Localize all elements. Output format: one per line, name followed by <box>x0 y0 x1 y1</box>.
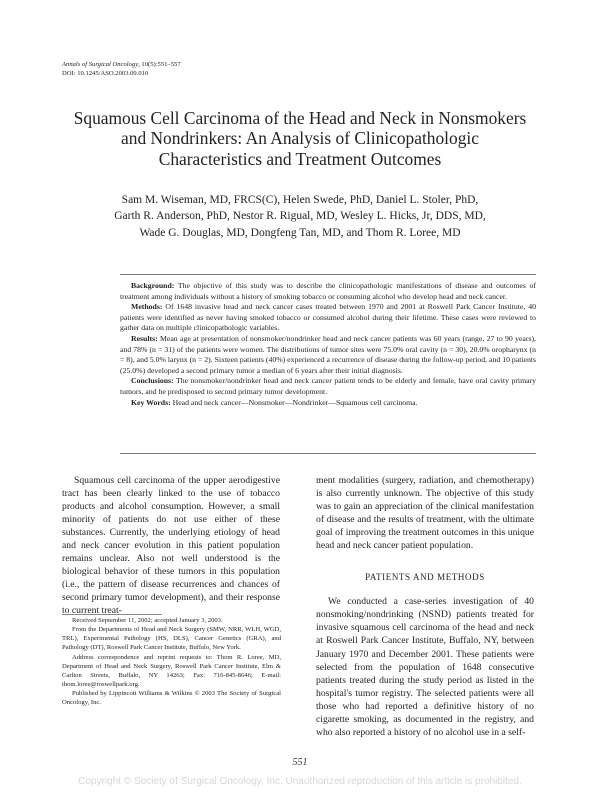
abstract-keywords <box>120 398 536 409</box>
intro-paragraph: Squamous cell carcinoma of the upper aerodigestive tract has been clearly linked to the use of tobacco products and alcohol consumption. However, a small minority of patients do not use either of these substances. Currently, the underlying etiology of head and neck cancer evolution in this patient population remains unclear. Also not well understood is the biological behavior of these tumors in this population (i.e., the pattern of disease recurrences and chances of second primary tumor development), and their response to current treat- <box>62 475 280 617</box>
abstract-conclusions-text: The nonsmoker/nondrinker head and neck cancer patient tends to be elderly and female, have oral cavity primary tumors, and be predisposed to second primary tumor development. <box>120 376 536 396</box>
footnote-correspondence: Address correspondence and reprint requests to: Thom R. Loree, MD, Department of Head and Neck Surgery, Roswell Park Cancer Institute, Elm & Carlton Streets, Buffalo, NY 14263; Fax: 716-845-8646; E-mail: thom.loree@roswellpark.org. <box>62 653 281 689</box>
abstract-conclusions-label: Conclusions: <box>131 376 174 386</box>
abstract-background <box>120 281 536 302</box>
left-column <box>62 474 280 618</box>
right-column <box>316 474 534 739</box>
abstract-methods-label: Methods: <box>131 302 163 312</box>
footnote-publisher: Published by Lippincott Williams & Wilkins © 2003 The Society of Surgical Oncology, Inc. <box>62 690 281 707</box>
abstract-background-label: Background: <box>131 281 175 290</box>
footnote-received: Received September 11, 2002; accepted January 3, 2003. <box>72 617 223 624</box>
abstract-results-label: Results: <box>131 333 158 343</box>
footnotes <box>62 616 281 708</box>
abstract-methods <box>120 302 536 334</box>
abstract-results <box>120 334 536 376</box>
journal-name: Annals of Surgical Oncology <box>62 61 139 68</box>
copyright-watermark: Copyright © Society of Surgical Oncology, Inc. Unauthorized reproduction of this article is prohibited. <box>78 776 522 787</box>
footnote-affiliations: From the Departments of Head and Neck Surgery (SMW, NRR, WLH, WGD, TRL), Experimental Pathology (HS, DLS), Cancer Genetics (GRA), and Pathology (DT), Roswell Park Cancer Institute, Buffalo, New York. <box>62 626 281 652</box>
abstract-methods-text: Of 1648 invasive head and neck cancer cases treated between 1970 and 2001 at Roswell Park Cancer Institute, 40 patients were identified as never having smoked tobacco or consumed alcohol during their lifetime. These cases were reviewed to gather data on multiple clinicopathologic variables. <box>120 302 536 333</box>
journal-citation <box>62 60 542 79</box>
author-list <box>90 192 510 241</box>
abstract-keywords-text: Head and neck cancer—Nonsmoker—Nondrinker—Squamous cell carcinoma. <box>170 397 418 407</box>
author-line: Sam M. Wiseman, MD, FRCS(C), Helen Swede, PhD, Daniel L. Stoler, PhD, <box>121 194 479 206</box>
intro-continuation: ment modalities (surgery, radiation, and chemotherapy) is also currently unknown. The objective of this study was to gain an appreciation of the clinical manifestation of disease and the results of treatment, with the ultimate goal of improving the treatment outcomes in this unique head and neck cancer patient population. <box>316 475 534 552</box>
citation-volume-pages: , 10(5):551–557 <box>138 61 181 68</box>
section-heading-patients-methods: PATIENTS AND METHODS <box>365 572 485 583</box>
footnote-divider <box>62 614 162 615</box>
abstract-background-text: The objective of this study was to describe the clinicopathologic manifestations of disease and outcomes of treatment among individuals without a history of smoking tobacco or consuming alcohol who develop head and neck cancer. <box>120 281 536 301</box>
abstract-box <box>120 274 536 454</box>
article-title: Squamous Cell Carcinoma of the Head and Neck in Nonsmokers and Nondrinkers: An Analysis of Clinicopathologic Characteristics and Treatment Outcomes <box>73 108 527 169</box>
abstract-keywords-label: Key Words: <box>131 397 171 407</box>
author-line: Wade G. Douglas, MD, Dongfeng Tan, MD, and Thom R. Loree, MD <box>139 226 461 239</box>
abstract-results-text: Mean age at presentation of nonsmoker/nondrinker head and neck cancer patients was 60 years (range, 27 to 90 years), and 78% (n = 31) of the patients were women. The distributions of tumor sites were 75.0% oral cavity (n = 30), 20.0% oropharynx (n = 8), and 5.0% larynx (n = 2). Sixteen patients (40%) experienced a recurrence of disease during the follow-up period, and 10 patients (25.0%) developed a second primary tumor a median of 6 years after their initial diagnosis. <box>120 333 536 375</box>
doi-line: DOI: 10.1245/ASO.2003.09.010 <box>62 70 149 78</box>
author-line: Garth R. Anderson, PhD, Nestor R. Rigual, MD, Wesley L. Hicks, Jr, DDS, MD, <box>114 210 486 223</box>
page-number: 551 <box>292 757 308 768</box>
abstract-conclusions <box>120 376 536 397</box>
methods-paragraph: We conducted a case-series investigation of 40 nonsmoking/nondrinking (NSND) patients treated for invasive squamous cell carcinoma of the head and neck at Roswell Park Cancer Institute, Buffalo, NY, between January 1970 and December 2001. These patients were selected from the population of 1648 consecutive patients treated during the study period as listed in the hospital's tumor registry. The selected patients were all those who had reported a definitive history of no cigarette smoking, as documented in the registry, and who also reported a history of no alcohol use in a self- <box>316 596 534 738</box>
